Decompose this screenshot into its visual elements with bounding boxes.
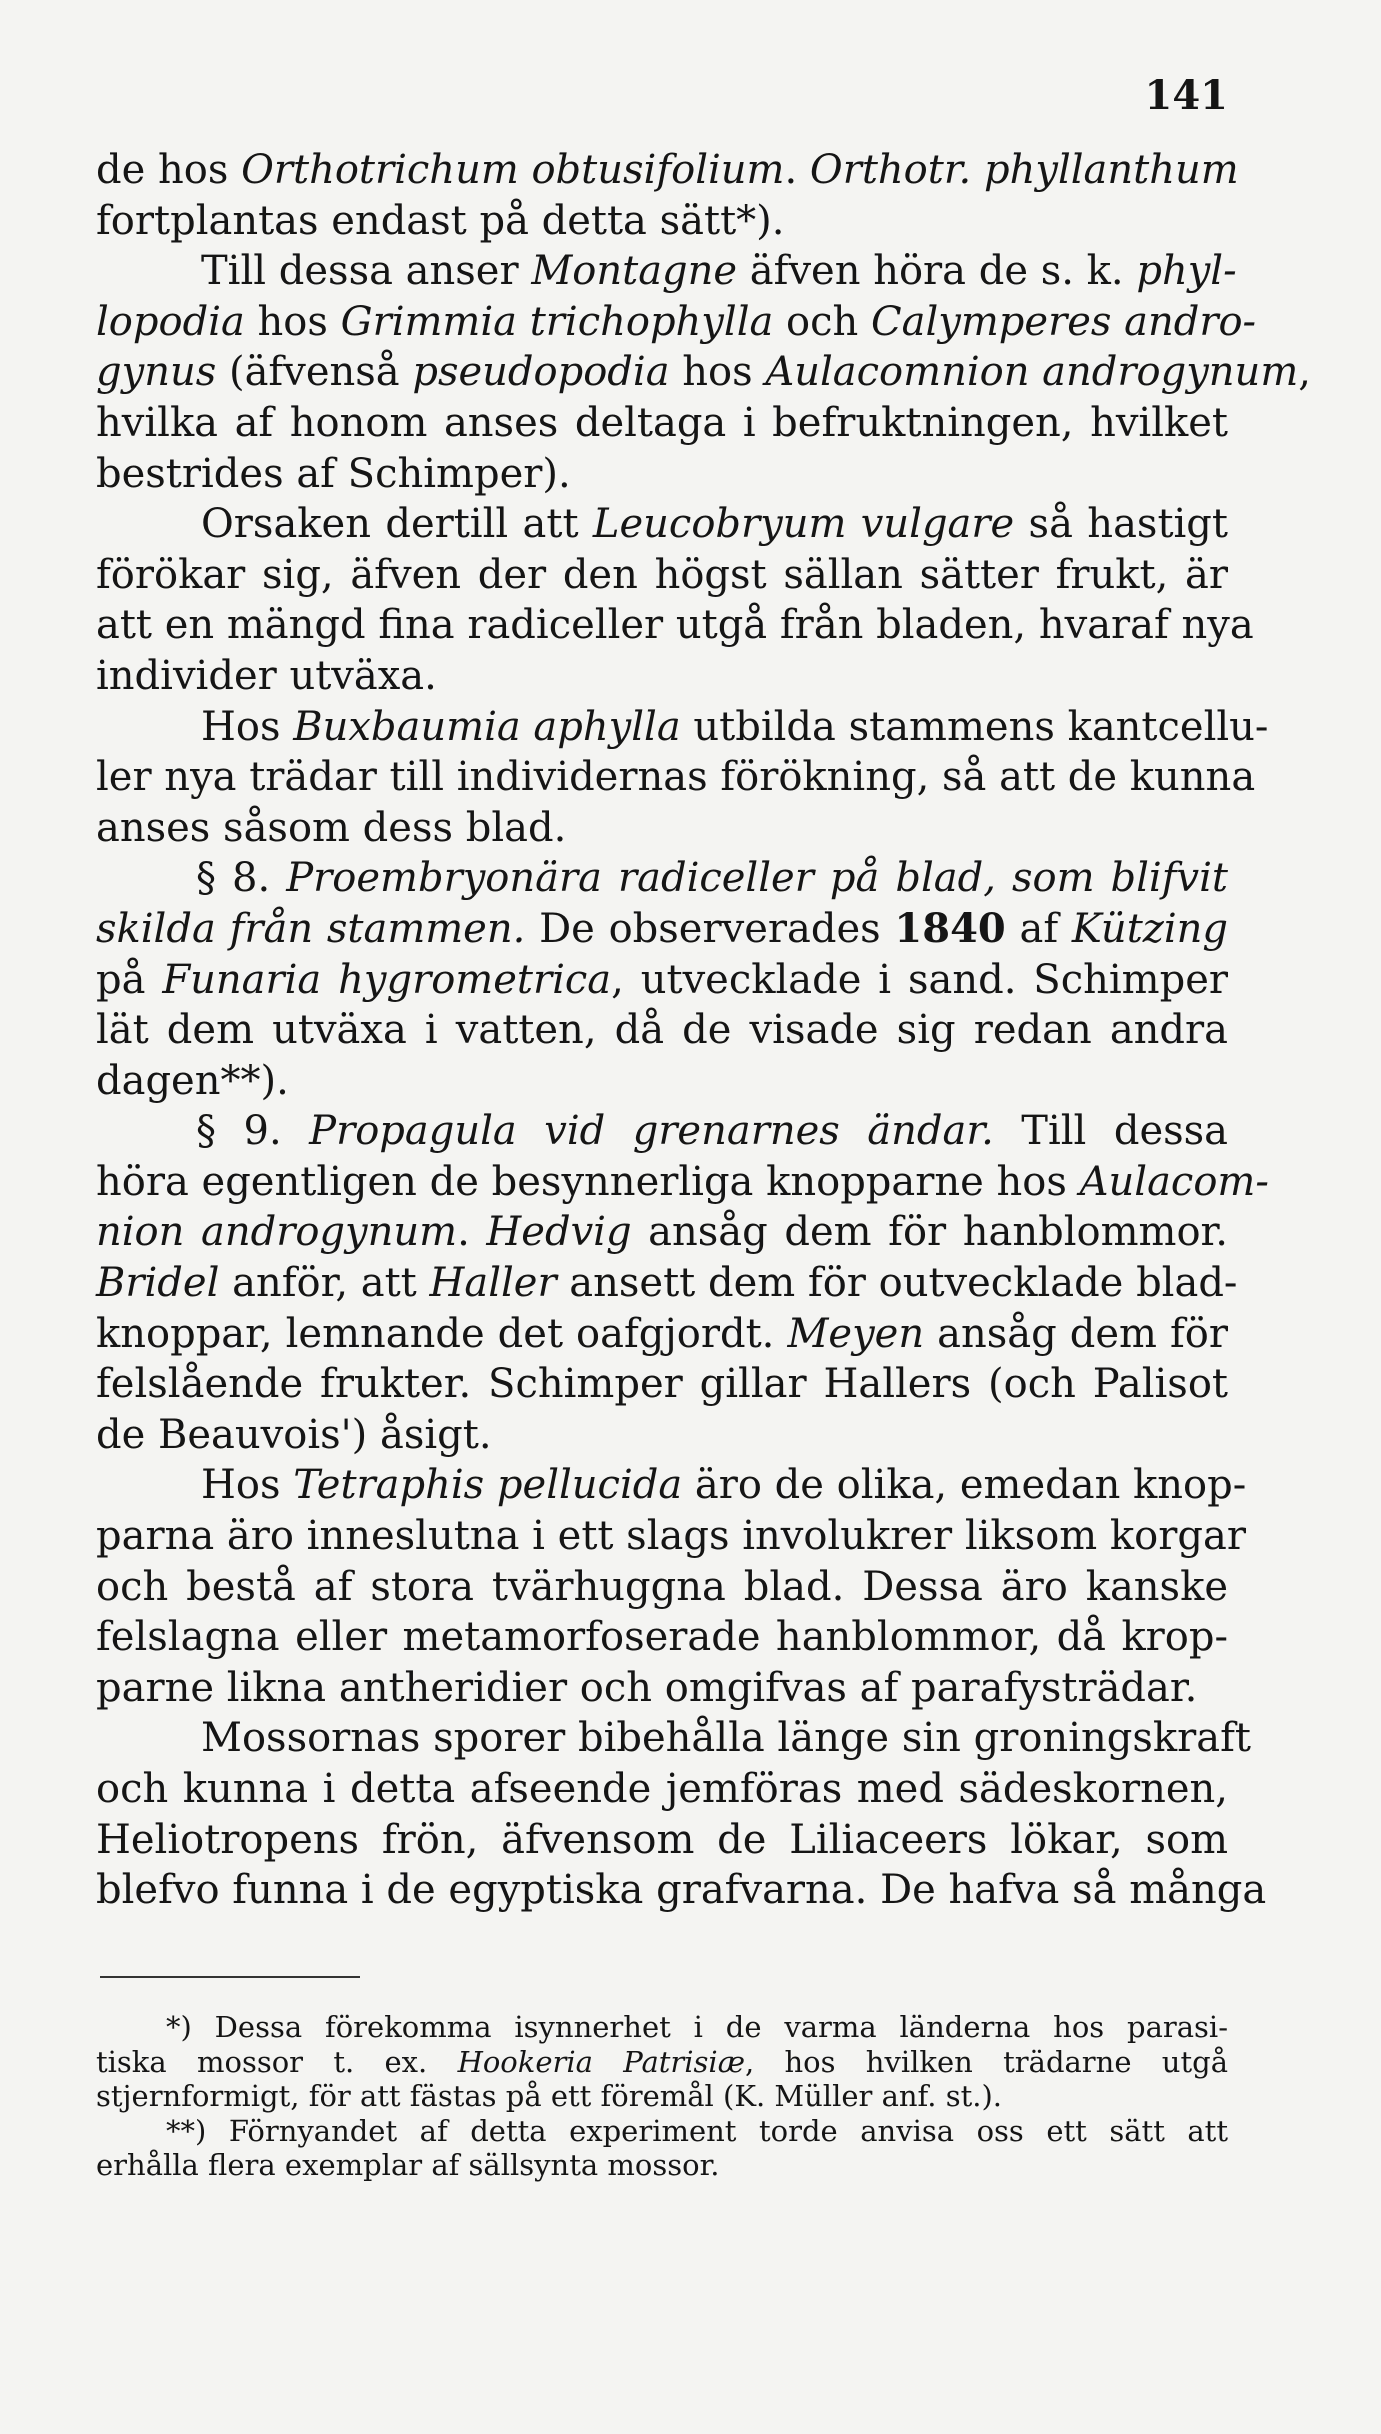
footnote-2-line: **) Förnyandet af detta experiment torde anvisa oss ett sätt att <box>166 2113 1228 2148</box>
text-line: gynus (äfvenså pseudopodia hos Aulacomnion androgynum, <box>96 349 1311 396</box>
italic-text: Grimmia trichophylla <box>340 298 774 345</box>
section-heading-9: § 9. Propagula vid grenarnes ändar. Till dessa <box>196 1108 1229 1155</box>
text-line: lopodia hos Grimmia trichophylla och Calymperes andro- <box>96 298 1257 345</box>
italic-text: nion androgynum <box>96 1209 458 1256</box>
text-line: Till dessa anser Montagne äfven höra de s. k. phyl- <box>201 248 1237 295</box>
text-line: Heliotropens frön, äfvensom de Liliaceers lökar, som <box>96 1816 1228 1863</box>
text-line: Hos Tetraphis pellucida äro de olika, emedan knop- <box>201 1462 1247 1509</box>
text-line: dagen**). <box>96 1057 289 1104</box>
text-line: förökar sig, äfven der den högst sällan sätter frukt, är <box>96 551 1228 598</box>
text-line: felslagna eller metamorfoserade hanblommor, då krop- <box>96 1614 1228 1661</box>
italic-text: Orthotr. phyllanthum <box>809 147 1239 193</box>
text-line: att en mängd fina radiceller utgå från bladen, hvaraf nya <box>96 602 1254 649</box>
italic-text: Propagula vid grenarnes ändar. <box>309 1108 994 1155</box>
italic-text: gynus <box>96 349 217 396</box>
italic-text: Buxbaumia aphylla <box>293 703 681 750</box>
text-line: parna äro inneslutna i ett slags involukrer liksom korgar <box>96 1513 1246 1560</box>
italic-text: skilda från stammen. <box>96 905 526 952</box>
footnote-2-line: erhålla flera exemplar af sällsynta mossor. <box>96 2148 720 2182</box>
text-line: skilda från stammen. De observerades 1840 af Kützing <box>96 904 1228 952</box>
italic-text: Proembryonära radiceller på blad, som blifvit <box>286 855 1228 902</box>
footnote-1-line: tiska mossor t. ex. Hookeria Patrisiæ, hos hvilken trädarne utgå <box>96 2044 1228 2079</box>
body-text <box>96 145 1311 1916</box>
italic-text: Bridel <box>96 1260 220 1307</box>
text-line: höra egentligen de besynnerliga knopparne hos Aulacom- <box>96 1158 1269 1205</box>
text-line: fortplantas endast på detta sätt*). <box>96 197 785 244</box>
section-heading-8: § 8. Proembryonära radiceller på blad, som blifvit <box>196 855 1228 902</box>
footnote-italic: Hookeria Patrisiæ <box>457 2044 745 2079</box>
italic-text: Meyen <box>787 1310 925 1357</box>
text-line: anses såsom dess blad. <box>96 804 567 851</box>
text-line: felslående frukter. Schimper gillar Hallers (och Palisot <box>96 1361 1228 1408</box>
footnote-divider <box>100 1976 360 1978</box>
italic-text: Montagne <box>531 248 738 295</box>
italic-text: Funaria hygrometrica <box>162 956 612 1003</box>
text-line: och bestå af stora tvärhuggna blad. Dessa äro kanske <box>96 1563 1228 1610</box>
text-line: lät dem utväxa i vatten, då de visade sig redan andra <box>96 1007 1228 1054</box>
italic-text: Tetraphis pellucida <box>293 1462 683 1509</box>
text-line: Hos Buxbaumia aphylla utbilda stammens kantcellu- <box>201 703 1269 750</box>
text-line: nion androgynum. Hedvig ansåg dem för hanblommor. <box>96 1209 1229 1256</box>
text-line: ler nya trädar till individernas förökning, så att de kunna <box>96 754 1256 801</box>
italic-text: Leucobryum vulgare <box>592 501 1015 548</box>
text-line: bestrides af Schimper). <box>96 450 571 497</box>
text-line: Bridel anför, att Haller ansett dem för outvecklade blad- <box>96 1260 1238 1307</box>
page-number: 141 <box>1144 72 1228 119</box>
italic-text: Aulacomnion androgynum <box>765 349 1299 396</box>
italic-text: Kützing <box>1071 905 1228 952</box>
text-line: hvilka af honom anses deltaga i befruktningen, hvilket <box>96 399 1228 446</box>
text-line: Orsaken dertill att Leucobryum vulgare så hastigt <box>201 501 1228 548</box>
italic-text: Hedvig <box>486 1209 632 1256</box>
text-line: blefvo funna i de egyptiska grafvarna. De hafva så många <box>96 1867 1267 1914</box>
italic-text: lopodia <box>96 298 245 345</box>
text-line: och kunna i detta afseende jemföras med sädeskornen, <box>96 1766 1228 1812</box>
text-line: parne likna antheridier och omgifvas af parafysträdar. <box>96 1664 1198 1711</box>
bold-text: 1840 <box>894 904 1006 952</box>
italic-text: Calymperes andro- <box>871 298 1257 345</box>
italic-text: phyl- <box>1136 248 1237 295</box>
text-line: de Beauvois') åsigt. <box>96 1411 492 1458</box>
footnote-1-line: *) Dessa förekomma isynnerhet i de varma länderna hos parasi- <box>166 2010 1228 2044</box>
text-line: individer utväxa. <box>96 652 437 699</box>
italic-text: Orthotrichum obtusifolium <box>241 147 785 193</box>
italic-text: Haller <box>429 1260 557 1307</box>
text-line: de hos Orthotrichum obtusifolium. Orthotr. phyllanthum <box>96 147 1239 193</box>
text-line: på Funaria hygrometrica, utvecklade i sand. Schimper <box>96 956 1228 1003</box>
italic-text: Aulacom- <box>1079 1158 1269 1205</box>
text-line: Mossornas sporer bibehålla länge sin groningskraft <box>201 1715 1251 1762</box>
text-line: knoppar, lemnande det oafgjordt. Meyen ansåg dem för <box>96 1310 1228 1357</box>
footnotes <box>96 2010 1228 2183</box>
italic-text: pseudopodia <box>412 349 670 396</box>
footnote-1-line: stjernformigt, för att fästas på ett föremål (K. Müller anf. st.). <box>96 2079 1002 2113</box>
